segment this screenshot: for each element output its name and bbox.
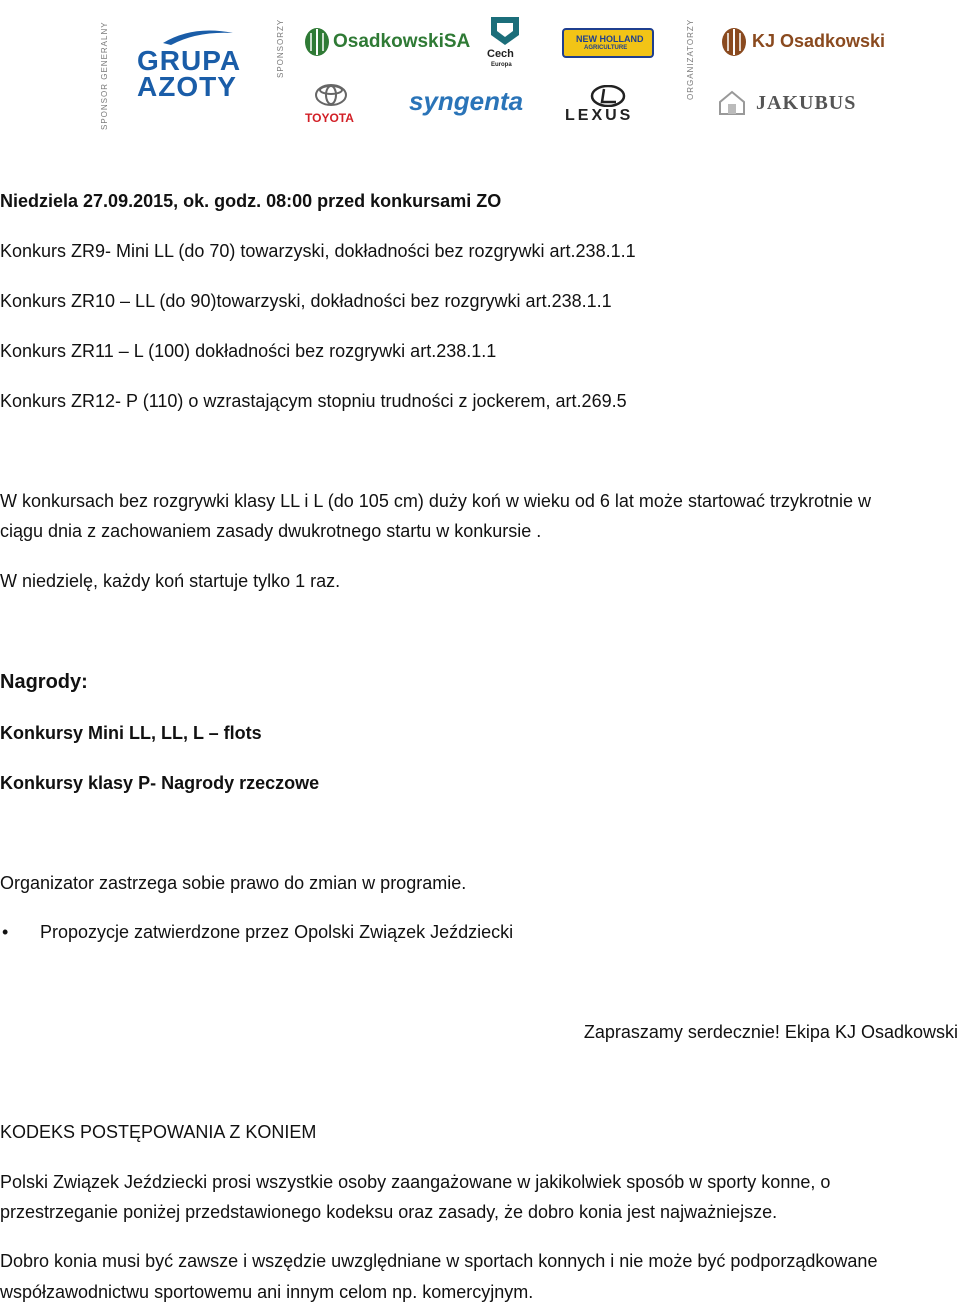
- logo-osadkowski-sa: [303, 27, 471, 57]
- code-paragraph-line: Polski Związek Jeździecki prosi wszystkie osoby zaangażowane w jakikolwiek sposób w sporty konne, o: [0, 1172, 831, 1192]
- jakubus-building-icon: [718, 90, 746, 116]
- code-paragraph-line: Dobro konia musi być zawsze i wszędzie uwzględniane w sportach konnych i nie może być podporządkowane: [0, 1251, 878, 1271]
- prizes-line: Konkursy Mini LL, LL, L – flots: [0, 723, 262, 743]
- logo-new-holland: [562, 28, 654, 58]
- jakubus-text: JAKUBUS: [756, 92, 857, 114]
- organizer-note: Organizator zastrzega sobie prawo do zmian w programie.: [0, 873, 467, 893]
- schedule-item: Konkurs ZR12- P (110) o wzrastającym stopniu trudności z jockerem, art.269.5: [0, 391, 627, 411]
- schedule-item: Konkurs ZR11 – L (100) dokładności bez rozgrywki art.238.1.1: [0, 341, 497, 361]
- toyota-emblem-icon: [314, 83, 348, 107]
- schedule-heading: Niedziela 27.09.2015, ok. godz. 08:00 przed konkursami ZO: [0, 191, 502, 211]
- logo-lexus: [563, 85, 653, 125]
- label-organizers: ORGANIZATORZY: [686, 18, 695, 100]
- cech-sub-text: Europa: [491, 62, 512, 68]
- cech-text: Cech: [487, 48, 514, 60]
- rules-sunday-note: W niedzielę, każdy koń startuje tylko 1 raz.: [0, 571, 341, 591]
- schedule-item: Konkurs ZR9- Mini LL (do 70) towarzyski, dokładności bez rozgrywki art.238.1.1: [0, 241, 636, 261]
- kj-osadkowski-text: KJ Osadkowski: [752, 31, 886, 51]
- logo-syngenta: syngenta: [409, 86, 524, 116]
- schedule-item: Konkurs ZR10 – LL (do 90)towarzyski, dokładności bez rozgrywki art.238.1.1: [0, 291, 612, 311]
- new-holland-sub-text: AGRICULTURE: [584, 45, 628, 51]
- label-general-sponsor: SPONSOR GENERALNY: [100, 21, 109, 130]
- logo-kj-osadkowski: [720, 27, 886, 57]
- rules-paragraph-line: ciągu dnia z zachowaniem zasady dwukrotnego startu w konkursie .: [0, 521, 542, 541]
- grupa-text: GRUPA: [137, 45, 242, 76]
- new-holland-text: NEW HOLLAND: [576, 34, 644, 44]
- azoty-text: AZOTY: [137, 71, 237, 102]
- cech-emblem-icon: [487, 15, 523, 47]
- code-paragraph-line: przestrzeganie poniżej przedstawionego kodeksu oraz zasady, że dobro konia jest najważniejsze.: [0, 1202, 778, 1222]
- logo-jakubus: [718, 90, 888, 120]
- osadkowski-leaf-icon: [303, 27, 331, 57]
- code-heading: KODEKS POSTĘPOWANIA Z KONIEM: [0, 1122, 317, 1142]
- toyota-text: TOYOTA: [305, 111, 354, 125]
- logo-grupa-azoty: [135, 25, 250, 100]
- invitation-signature: Zapraszamy serdecznie! Ekipa KJ Osadkowski: [583, 1022, 958, 1042]
- lexus-text: LEXUS: [565, 107, 634, 124]
- lexus-emblem-icon: [590, 85, 626, 107]
- grupa-azoty-swoosh-icon: [135, 25, 250, 47]
- bullet-marker: •: [2, 922, 9, 942]
- label-sponsors: SPONSORZY: [276, 18, 285, 78]
- prizes-line: Konkursy klasy P- Nagrody rzeczowe: [0, 773, 320, 793]
- kj-osadkowski-leaf-icon: [720, 27, 748, 57]
- prizes-heading: Nagrody:: [0, 671, 88, 693]
- rules-paragraph-line: W konkursach bez rozgrywki klasy LL i L (do 105 cm) duży koń w wieku od 6 lat może startować trzykrotnie w: [0, 491, 871, 511]
- logo-cech: [485, 15, 525, 70]
- logo-toyota: [302, 83, 360, 128]
- code-paragraph-line: współzawodnictwu sportowemu ani innym celom np. komercyjnym.: [0, 1282, 534, 1302]
- osadkowski-sa-text: OsadkowskiSA: [333, 31, 471, 52]
- approval-note: Propozycje zatwierdzone przez Opolski Związek Jeździecki: [40, 922, 514, 942]
